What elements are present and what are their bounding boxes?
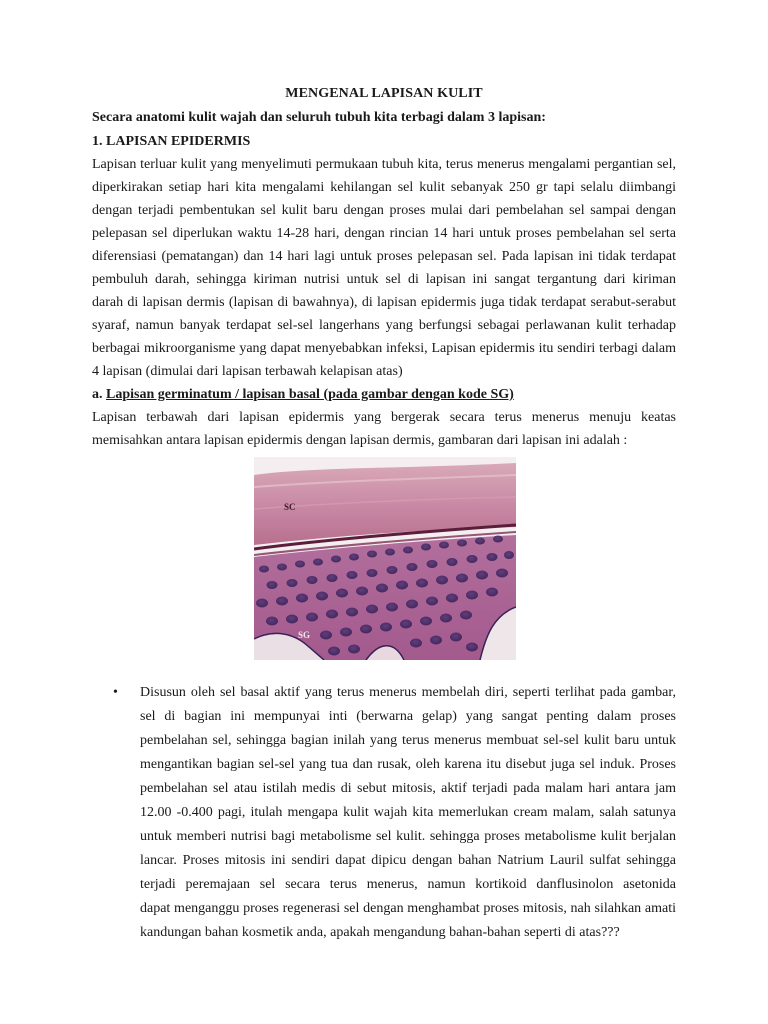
subsection-title: Lapisan germinatum / lapisan basal (pada gambar dengan kode SG) <box>106 387 514 402</box>
bullet-marker: • <box>113 685 118 700</box>
paragraph-line: syaraf, namun banyak terdapat sel-sel langerhans yang berfungsi sebagai perlawanan kulit terhadap <box>92 318 676 333</box>
paragraph-line: dengan terjadi pembentukan sel kulit baru dengan proses mulai dari pembelahan sel sampai dengan <box>92 203 676 218</box>
figure-label-sg: SG <box>298 630 311 640</box>
paragraph-line: pembuluh darah, sehingga kiriman nutrisi untuk sel di lapisan ini sangat tergantung dari kiriman <box>92 272 676 287</box>
figure-label-sc: SC <box>284 502 296 512</box>
bullet-line: lancar. Proses mitosis ini sendiri dapat dipicu dengan bahan Natrium Lauril sulfat sehingga <box>140 853 676 868</box>
paragraph-line: pelepasan sel diperlukan waktu 14-28 hari, dengan rincian 14 hari untuk proses pembelahan sel serta <box>92 226 676 241</box>
bullet-line: untuk memberi nutrisi bagi metabolisme sel kulit. sehingga proses metabolisme kulit berjalan <box>140 829 676 844</box>
bullet-line: Disusun oleh sel basal aktif yang terus menerus membelah diri, seperti terlihat pada gambar, <box>140 685 676 700</box>
epidermis-histology-image <box>254 457 516 660</box>
paragraph-line: diferensiasi (pematangan) dan 14 hari lagi untuk proses pelepasan sel. Pada lapisan ini tidak terdapat <box>92 249 676 264</box>
bullet-line: 12.00 -0.400 pagi, itulah mengapa kulit wajah kita memerlukan cream malam, salah satunya <box>140 805 676 820</box>
paragraph-line: memisahkan antara lapisan epidermis dengan lapisan dermis, gambaran dari lapisan ini adalah : <box>92 433 628 448</box>
bullet-line: sel di bagian ini mempunyai inti (berwarna gelap) yang sangat penting dalam proses <box>140 709 676 724</box>
paragraph-line: 4 lapisan (dimulai dari lapisan terbawah kelapisan atas) <box>92 364 403 379</box>
bullet-line: pembelahan sel atau istilah medis di sebut mitosis, aktif terjadi pada malam hari antara jam <box>140 781 676 796</box>
bullet-line: mengantikan bagian sel-sel yang tua dan rusak, oleh karena itu disebut juga sel induk. Proses <box>140 757 676 772</box>
paragraph-line: Lapisan terbawah dari lapisan epidermis yang bergerak secara terus menerus menuju keatas <box>92 410 676 425</box>
paragraph-line: diperkirakan setiap hari kita mengalami kehilangan sel kulit sebanyak 250 gr tapi selalu diimbangi <box>92 180 676 195</box>
intro-heading: Secara anatomi kulit wajah dan seluruh tubuh kita terbagi dalam 3 lapisan: <box>92 110 546 125</box>
paragraph-line: darah di lapisan dermis (lapisan di bawahnya), di lapisan epidermis juga tidak terdapat serabut-serabut <box>92 295 676 310</box>
document-title: MENGENAL LAPISAN KULIT <box>285 86 483 101</box>
bullet-line: pembelahan sel, sehingga bagian inilah yang terus menerus membuat sel-sel kulit baru untuk <box>140 733 676 748</box>
subsection-prefix: a. <box>92 387 106 402</box>
subsection-heading <box>92 387 676 403</box>
bullet-line: kandungan bahan kosmetik anda, apakah mengandung bahan-bahan seperti di atas??? <box>140 925 620 940</box>
bullet-line: dapat menganggu proses regenerasi sel dengan menghambat proses mitosis, nah silahkan amati <box>140 901 676 916</box>
paragraph-line: berbagai mikroorganisme yang dapat menyebabkan infeksi, Lapisan epidermis itu sendiri terbagi dalam <box>92 341 676 356</box>
bullet-line: terjadi peremajaan sel secara terus menerus, namun kortikoid danflusinolon asetonida <box>140 877 676 892</box>
paragraph-line: Lapisan terluar kulit yang menyelimuti permukaan tubuh kita, terus menerus mengalami pergantian sel, <box>92 157 676 172</box>
section-heading-epidermis: 1. LAPISAN EPIDERMIS <box>92 134 251 149</box>
